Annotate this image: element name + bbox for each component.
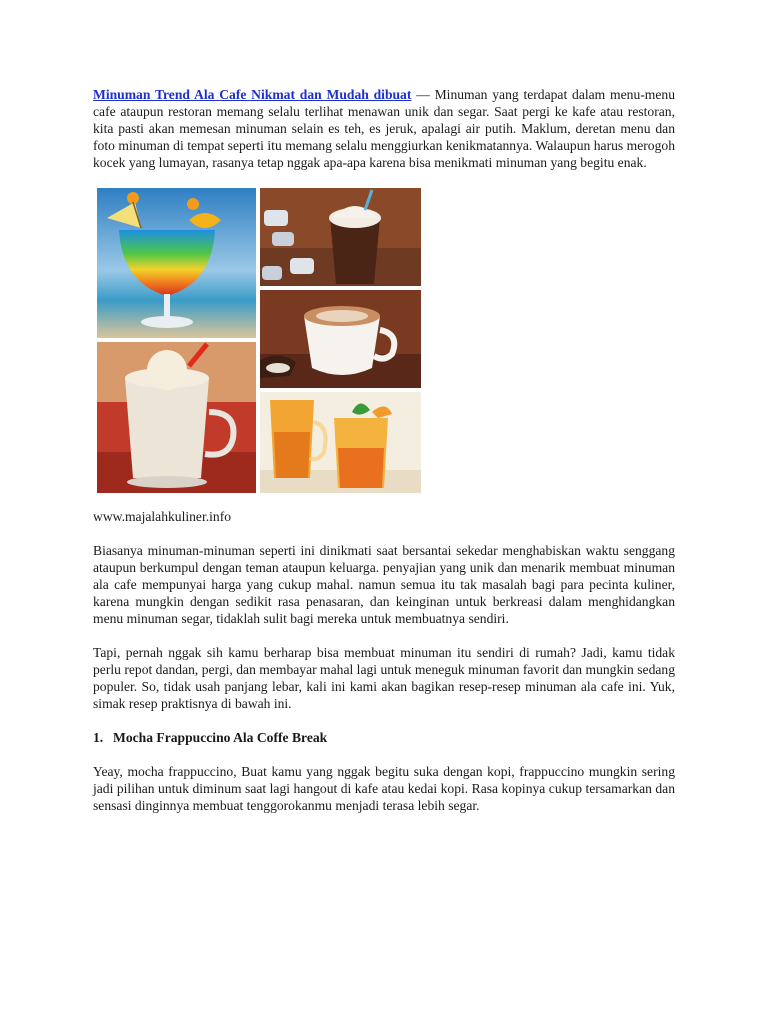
iced-tea-photo [260,392,421,493]
heading-number: 1. [93,730,104,745]
body-paragraph-1: Biasanya minuman-minuman seperti ini dinikmati saat bersantai sekedar menghabiskan waktu senggang ataupun berkumpul dengan teman ataupun keluarga. penyajian yang unik dan menarik membuat minuman ala cafe mempunyai harga yang cukup mahal. namun semua itu tak masalah bagi para pecinta kuliner, karena mungkin dengan sedikit rasa penasaran, dan keinginan untuk berkreasi dalam menghidangkan menu minuman segar, tidaklah sulit bagi mereka untuk membuatnya sendiri. [93,543,675,626]
drinks-photo-collage [97,188,421,493]
intro-paragraph [93,86,675,171]
hot-chocolate-photo [260,290,421,388]
blue-lagoon-cocktail-photo [97,188,256,338]
section-heading [93,729,675,746]
body-paragraph-2: Tapi, pernah nggak sih kamu berharap bisa membuat minuman itu sendiri di rumah? Jadi, kamu tidak perlu repot dandan, pergi, dan membayar mahal lagi untuk meneguk minuman favorit dan mungkin sedang populer. So, tidak usah panjang lebar, kali ini kami akan bagikan resep-resep minuman ala cafe ini. Yuk, simak resep praktisnya di bawah ini. [93,645,675,711]
article-title-link[interactable]: Minuman Trend Ala Cafe Nikmat dan Mudah dibuat [93,87,412,102]
heading-text: Mocha Frappuccino Ala Coffe Break [113,730,328,745]
body-paragraph-3: Yeay, mocha frappuccino, Buat kamu yang nggak begitu suka dengan kopi, frappuccino mungkin sering jadi pilihan untuk diminum saat lagi hangout di kafe atau kedai kopi. Rasa kopinya cukup tersamarkan dan sensasi dinginnya membuat tenggorokanmu menjadi terasa lebih segar. [93,764,675,813]
document-page [93,86,675,814]
mocha-frappe-photo [260,188,421,286]
intro-text: — Minuman yang terdapat dalam menu-menu cafe ataupun restoran memang selalu terlihat menawan unik dan segar. Saat pergi ke kafe atau restoran, kita pasti akan memesan minuman selain es teh, es jeruk, apalagi air putih. Maklum, deretan menu dan foto minuman di tempat seperti itu memang selalu menggiurkan kenikmatannya. Walaupun harus merogoh kocek yang lumayan, rasanya tetap nggak apa-apa karena bisa menikmati minuman yang begitu enak. [93,87,675,170]
image-source-credit: www.majalahkuliner.info [93,509,232,524]
vanilla-float-photo [97,342,256,493]
